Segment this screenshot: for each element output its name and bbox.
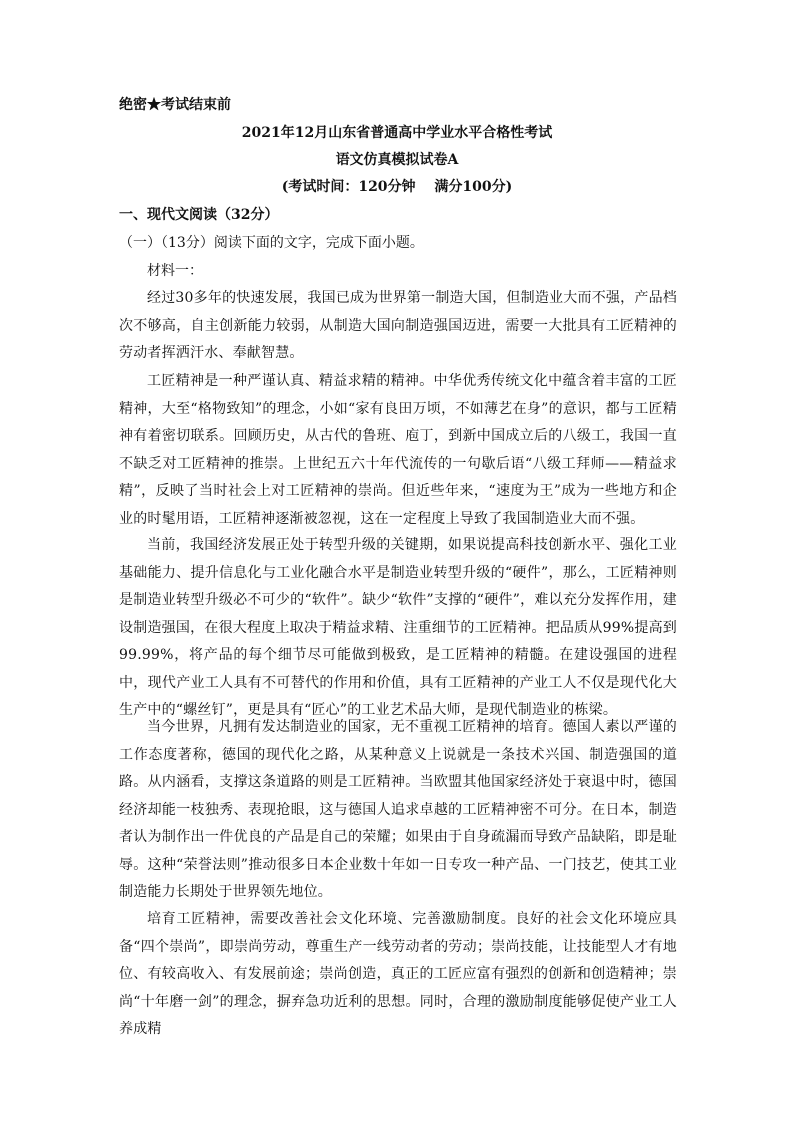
exam-title: 2021年12月山东省普通高中学业水平合格性考试 — [241, 125, 553, 141]
paragraph-5: 培育工匠精神，需要改善社会文化环境、完善激励制度。良好的社会文化环境应具备“四个崇尚”，即崇尚劳动，尊重生产一线劳动者的劳动；崇尚技能，让技能型人才有地位、有较高收入、有发展前途；崇尚创造，真正的工匠应富有强烈的创新和创造精神；崇尚“十年磨一剑”的理念，摒弃急功近利的思想。同时，合理的激励制度能够促使产业工人养成精 — [119, 911, 677, 1037]
paper-title: 语文仿真模拟试卷A — [335, 152, 459, 168]
material-label: 材料一： — [147, 263, 203, 279]
question-intro: （一）（13分）阅读下面的文字，完成下面小题。 — [119, 235, 424, 251]
exam-info: (考试时间：120分钟 满分100分) — [281, 179, 513, 195]
section-title: 一、现代文阅读（32分） — [119, 207, 279, 223]
paragraph-3: 当前，我国经济发展正处于转型升级的关键期，如果说提高科技创新水平、强化工业基础能力、提升信息化与工业化融合水平是制造业转型升级的“硬件”，那么，工匠精神则是制造业转型升级必不可少的“软件”。缺少“软件”支撑的“硬件”，难以充分发挥作用，建设制造强国，在很大程度上取决于精益求精、注重细节的工匠精神。把品质从99%提高到99.99%，将产品的每个细节尽可能做到极致，是工匠精神的精髓。在建设强国的进程中，现代产业工人具有不可替代的作用和价值，具有工匠精神的产业工人不仅是现代化大生产中的“螺丝钉”，更是具有“匠心”的工业艺术品大师，是现代制造业的栋梁。 — [119, 537, 677, 718]
paragraph-4: 当今世界，凡拥有发达制造业的国家，无不重视工匠精神的培育。德国人素以严谨的工作态度著称，德国的现代化之路，从某种意义上说就是一条技术兴国、制造强国的道路。从内涵看，支撑这条道路的则是工匠精神。当欧盟其他国家经济处于衰退中时，德国经济却能一枝独秀、表现抢眼，这与德国人追求卓越的工匠精神密不可分。在日本，制造者认为制作出一件优良的产品是自己的荣耀；如果由于自身疏漏而导致产品缺陷，即是耻辱。这种“荣誉法则”推动很多日本企业数十年如一日专攻一种产品、一门技艺，使其工业制造能力长期处于世界领先地位。 — [119, 719, 677, 900]
paragraph-1: 经过30多年的快速发展，我国已成为世界第一制造大国，但制造业大而不强，产品档次不够高，自主创新能力较弱，从制造大国向制造强国迈进，需要一大批具有工匠精神的劳动者挥洒汗水、奉献智慧。 — [119, 290, 677, 361]
confidential-label: 绝密★考试结束前 — [119, 97, 231, 113]
paragraph-2: 工匠精神是一种严谨认真、精益求精的精神。中华优秀传统文化中蕴含着丰富的工匠精神，大至“格物致知”的理念，小如“家有良田万顷，不如薄艺在身”的意识，都与工匠精神有着密切联系。回顾历史，从古代的鲁班、庖丁，到新中国成立后的八级工，我国一直不缺乏对工匠精神的推崇。上世纪五六十年代流传的一句歇后语“八级工拜师——精益求精”，反映了当时社会上对工匠精神的崇尚。但近些年来，“速度为王”成为一些地方和企业的时髦用语，工匠精神逐渐被忽视，这在一定程度上导致了我国制造业大而不强。 — [119, 373, 677, 527]
